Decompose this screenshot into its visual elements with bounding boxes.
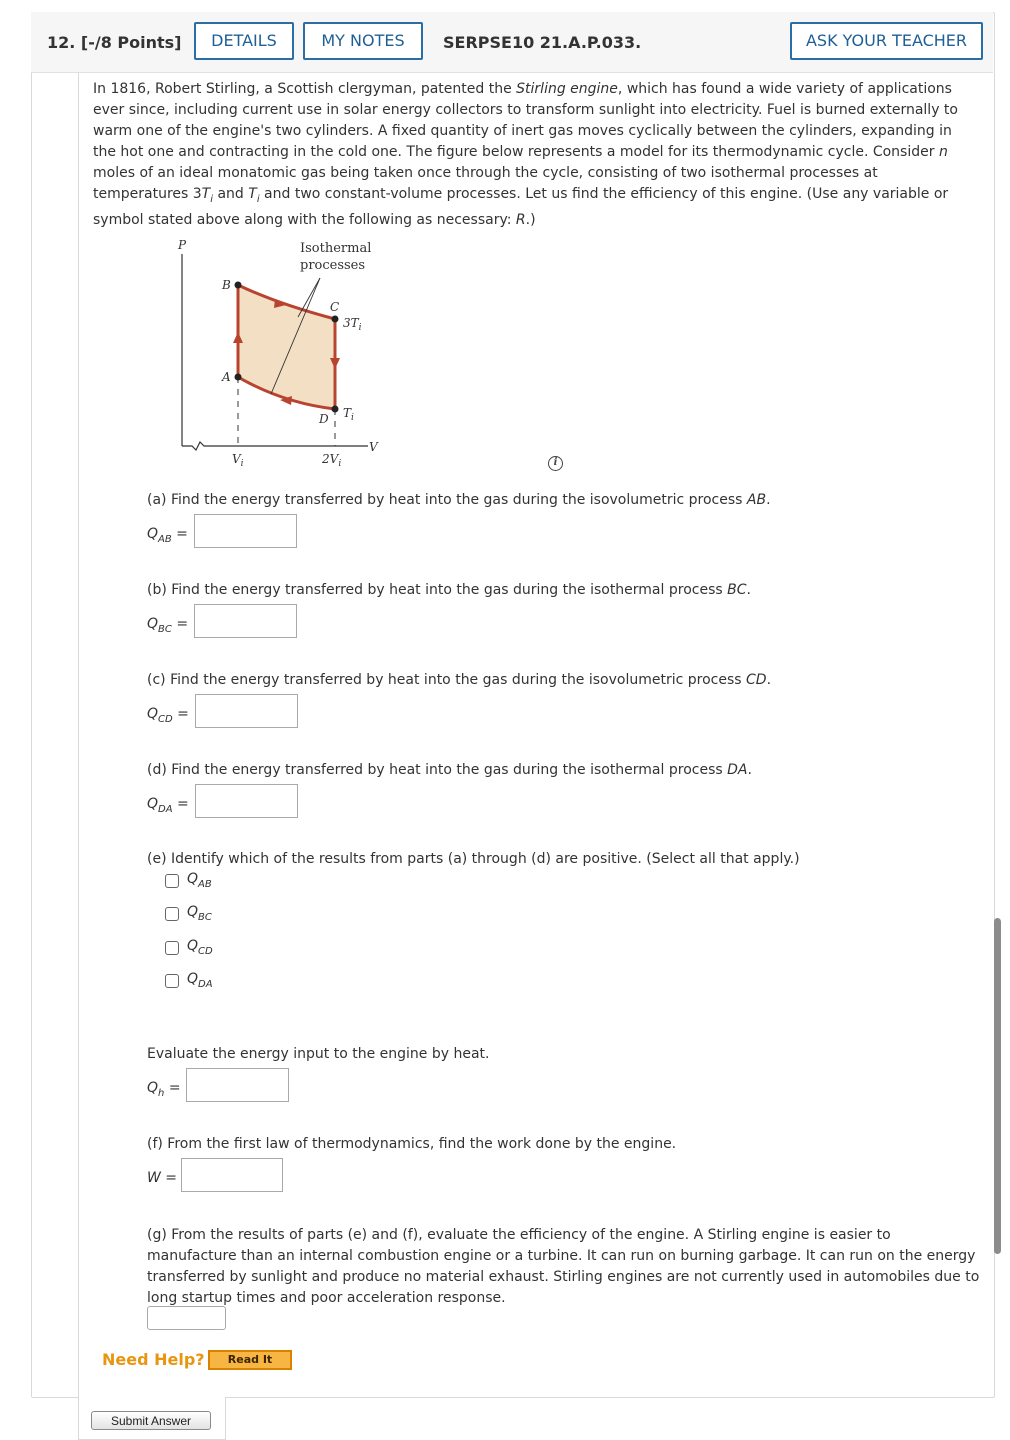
part-f-label: W =: [147, 1170, 178, 1186]
point-b: [235, 282, 242, 289]
qda-input[interactable]: [195, 784, 298, 818]
part-b-label: $Q_{BC}$ =: [147, 616, 189, 635]
isothermal-label-line2: processes: [300, 258, 366, 273]
checkbox-box[interactable]: [165, 941, 179, 955]
content-border: [78, 72, 79, 1438]
stirling-pv-diagram: [168, 236, 398, 472]
label-3ti: $3T_i$: [343, 316, 362, 333]
qh-input[interactable]: [186, 1068, 289, 1102]
checkbox-box[interactable]: [165, 907, 179, 921]
label-a: A: [222, 370, 231, 384]
need-help-label: Need Help?: [102, 1350, 205, 1369]
qcd-input[interactable]: [195, 694, 298, 728]
qbc-input[interactable]: [194, 604, 297, 638]
point-c: [332, 316, 339, 323]
part-d-label: $Q_{DA}$ =: [147, 796, 189, 815]
problem-statement: In 1816, Robert Stirling, a Scottish clergyman, patented the Stirling engine, which has found a wide variety of applications ever since, including current use in solar energy collectors to transform sunlight into electricity. Fuel is burned externally to warm one of the engine's two cylinders. A fixed quantity of inert gas moves cyclically between the cylinders, expanding in the hot one and contracting in the cold one. The figure below represents a model for its thermodynamic cycle. Consider n moles of an ideal monatomic gas being taken once through the cycle, consisting of two isothermal processes at temperatures $3T_i$ and $T_i$ and two constant-volume processes. Let us find the efficiency of this engine. (Use any variable or symbol stated above along with the following as necessary: R.): [93, 81, 958, 228]
qab-input[interactable]: [194, 514, 297, 548]
checkbox-box[interactable]: [165, 874, 179, 888]
v-axis-line: [182, 442, 368, 450]
label-d: D: [319, 412, 329, 426]
scrollbar-thumb[interactable]: [994, 918, 1001, 1254]
point-d: [332, 406, 339, 413]
ask-your-teacher-button[interactable]: ASK YOUR TEACHER: [790, 22, 983, 60]
label-vi: $V_i$: [232, 452, 244, 469]
info-icon[interactable]: i: [548, 456, 563, 471]
checkbox-label: $Q_{BC}$: [187, 904, 212, 923]
qh-question: Evaluate the energy input to the engine by heat.: [147, 1046, 490, 1062]
details-button[interactable]: DETAILS: [194, 22, 294, 60]
my-notes-button[interactable]: MY NOTES: [303, 22, 423, 60]
label-2vi: $2V_i$: [322, 452, 342, 469]
part-g-question: (g) From the results of parts (e) and (f), evaluate the efficiency of the engine. A Stirling engine is easier to manufacture than an internal combustion engine or a turbine. It can run on burning garbage. It can run on the energy transferred by sunlight and produce no material exhaust. Stirling engines are not currently used in automobiles due to long startup times and poor acceleration response.: [147, 1227, 980, 1306]
question-code: SERPSE10 21.A.P.033.: [443, 33, 642, 52]
v-axis-label: V: [369, 440, 378, 454]
work-input[interactable]: [181, 1158, 283, 1192]
label-ti: $T_i$: [343, 406, 354, 423]
checkbox-label: $Q_{DA}$: [187, 971, 213, 990]
part-d-question: (d) Find the energy transferred by heat into the gas during the isothermal process DA.: [147, 762, 752, 778]
checkbox-box[interactable]: [165, 974, 179, 988]
part-b-question: (b) Find the energy transferred by heat into the gas during the isothermal process BC.: [147, 582, 751, 598]
checkbox-label: $Q_{AB}$: [187, 871, 212, 890]
label-b: B: [222, 278, 231, 292]
efficiency-input[interactable]: [147, 1306, 226, 1330]
label-c: C: [330, 300, 340, 314]
question-number: 12. [-/8 Points]: [47, 33, 182, 52]
submit-answer-button[interactable]: Submit Answer: [91, 1411, 211, 1430]
qh-label: $Q_h$ =: [147, 1080, 181, 1099]
part-c-label: $Q_{CD}$ =: [147, 706, 189, 725]
part-a-question: (a) Find the energy transferred by heat into the gas during the isovolumetric process AB.: [147, 492, 771, 508]
p-axis-label: P: [178, 238, 187, 252]
checkbox-label: $Q_{CD}$: [187, 938, 213, 957]
point-a: [235, 374, 242, 381]
part-c-question: (c) Find the energy transferred by heat into the gas during the isovolumetric process CD.: [147, 672, 772, 688]
part-e-question: (e) Identify which of the results from parts (a) through (d) are positive. (Select all that apply.): [147, 851, 800, 867]
isothermal-label-line1: Isothermal: [300, 241, 372, 256]
part-a-label: $Q_{AB}$ =: [147, 526, 188, 545]
read-it-button[interactable]: Read It: [208, 1350, 292, 1370]
part-f-question: (f) From the first law of thermodynamics, find the work done by the engine.: [147, 1136, 677, 1152]
